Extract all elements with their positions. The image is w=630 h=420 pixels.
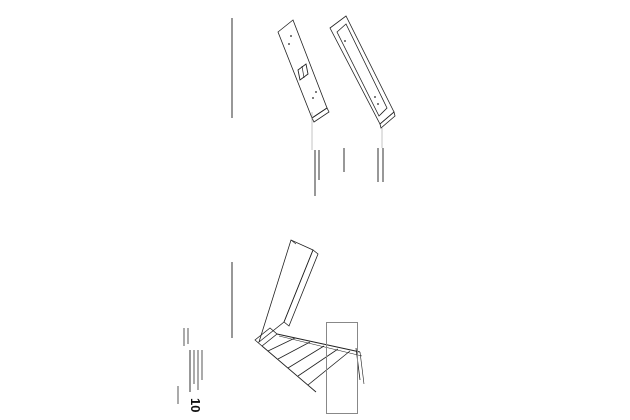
title-block-marks (178, 328, 202, 404)
dowel-hole (290, 35, 292, 37)
top-left-panel-drawing (232, 18, 329, 196)
top-right-frame-drawing (330, 16, 395, 182)
frame-inner (337, 24, 387, 116)
drawing-sheet (150, 0, 480, 420)
shelf-board-edge (284, 250, 318, 326)
frame-thickness (380, 112, 395, 128)
panel-bracket-edge (302, 66, 304, 78)
frame-fixing (374, 96, 376, 98)
shelf-hinge-base (255, 328, 277, 346)
dowel-hole (288, 43, 290, 45)
dowel-hole (315, 91, 317, 93)
dowel-hole (312, 97, 314, 99)
shelf-board (259, 240, 313, 342)
frame-outer (330, 16, 394, 124)
technical-drawing (150, 0, 480, 420)
frame-fixing (344, 40, 346, 42)
shelf-rung (288, 346, 324, 368)
panel-thickness (312, 108, 329, 122)
shelf-rung (268, 338, 295, 351)
frame-fixing (377, 103, 379, 105)
title-block (326, 322, 358, 414)
sheet-number: 10 (188, 398, 203, 413)
shelf-end-post (360, 352, 364, 384)
shelf-rung (278, 342, 310, 359)
